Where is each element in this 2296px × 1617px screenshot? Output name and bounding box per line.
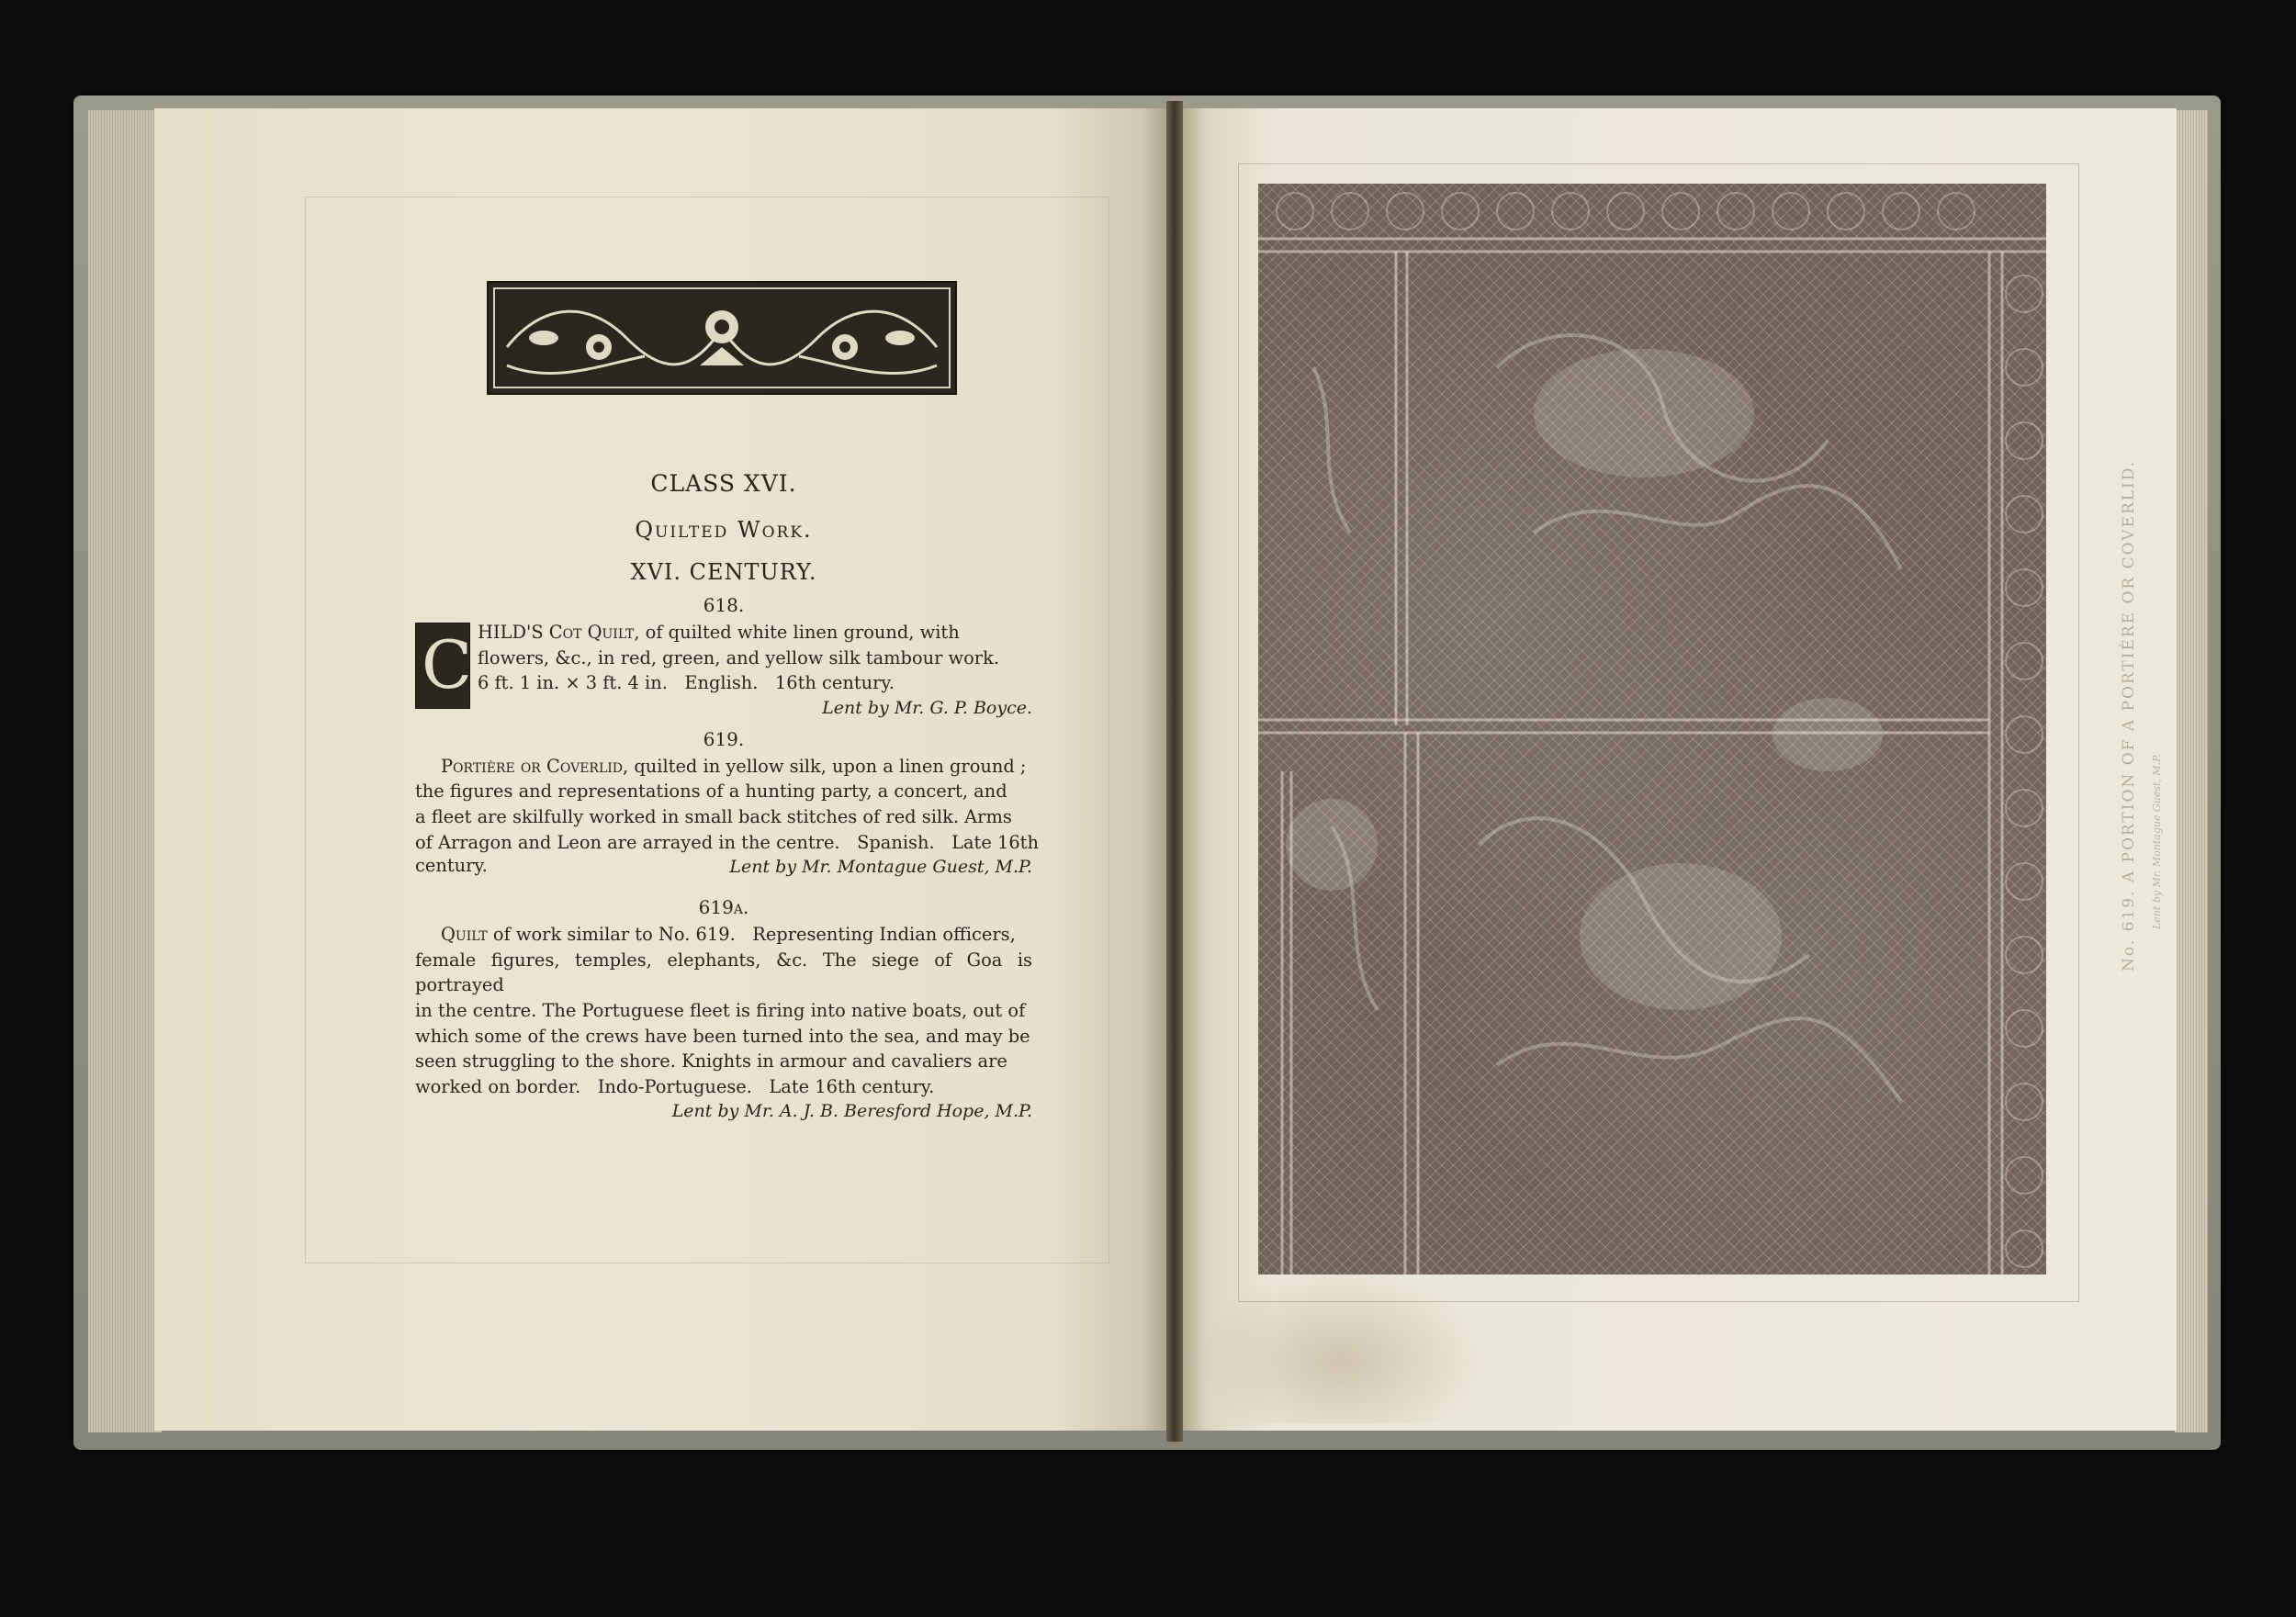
book-spine xyxy=(1166,101,1183,1442)
section-heading: Quilted Work. xyxy=(635,517,813,543)
entry-619-lender: Lent by Mr. Montague Guest, M.P. xyxy=(729,857,1032,878)
entry-618-text: HILD'S Cot Quilt, of quilted white linen ground, with flowers, &c., in red, green, and yellow silk tambour work. 6 ft. 1 in. × 3 ft. 4 in. English. 16th century. xyxy=(478,622,999,694)
entry-619-last-line: century. Lent by Mr. Montague Guest, M.P. xyxy=(415,855,1032,880)
coverlid-pattern-icon xyxy=(1258,184,2046,1275)
plate-lender-caption: Lent by Mr. Montague Guest, M.P. xyxy=(2151,754,2163,929)
drop-cap-letter: C xyxy=(422,626,473,703)
plate-caption: No. 619. A PORTION OF A PORTIÈRE OR COVERLID. xyxy=(2120,459,2138,971)
entry-619a-text: Quilt of work similar to No. 619. Representing Indian officers, female figures, temples, elephants, &c. The siege of Goa is portrayed in the centre. The Portuguese fleet is firing into native boats, out of which some of the crews have been turned into the sea, and may be seen struggling to the shore. Knights in armour and cavaliers are worked on border. Indo-Portuguese. Late 16th century. xyxy=(415,924,1032,1097)
page-edges-right xyxy=(2175,110,2208,1432)
entry-619a-lender: Lent by Mr. A. J. B. Beresford Hope, M.P. xyxy=(671,1101,1032,1122)
page-edges-left xyxy=(88,110,162,1432)
entry-618-lender: Lent by Mr. G. P. Boyce. xyxy=(822,697,1032,718)
entry-number-619a: 619a. xyxy=(698,896,749,919)
catalogue-text xyxy=(415,470,1039,1124)
entry-number-618: 618. xyxy=(703,594,745,616)
coverlid-photograph xyxy=(1258,184,2046,1275)
drop-cap-ornament xyxy=(415,623,473,709)
ornament-headpiece-icon xyxy=(487,281,957,395)
class-heading: CLASS XVI. xyxy=(650,470,797,497)
century-heading: XVI. CENTURY. xyxy=(630,559,817,585)
entry-619-text: Portière or Coverlid, quilted in yellow silk, upon a linen ground ; the figures and representations of a hunting party, a concert, and a fleet are skilfully worked in small back stitches of red silk. Arms of Arragon and Leon are arrayed in the centre. Spanish. Late 16th xyxy=(415,755,1039,853)
entry-number-619: 619. xyxy=(703,727,745,750)
entry-618 xyxy=(415,620,1032,721)
